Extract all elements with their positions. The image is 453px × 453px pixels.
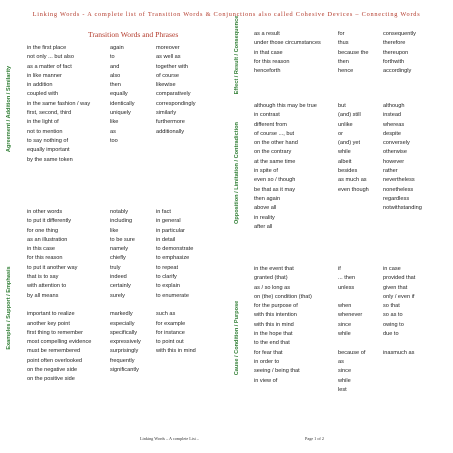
phrase-item: to point out [156, 339, 184, 346]
phrase-item: for one thing [27, 227, 59, 234]
phrase-item: therefore [383, 40, 406, 47]
phrase-item: whenever [338, 312, 363, 319]
examples-col-2 [110, 208, 141, 375]
phrase-item: with this in mind [254, 321, 294, 328]
phrase-item: by all means [27, 292, 59, 299]
phrase-item: on (the) condition (that) [254, 293, 312, 300]
phrase-item: even though [338, 186, 369, 193]
effect-col-1 [254, 30, 321, 76]
phrase-item: to enumerate [156, 292, 189, 299]
opposition-col-1 [254, 102, 317, 232]
phrase-item [27, 301, 91, 310]
agreement-col-1 [27, 44, 90, 165]
phrase-item: on the contrary [254, 149, 292, 156]
cause-col-1 [254, 265, 312, 386]
phrase-item: namely [110, 246, 129, 253]
phrase-item: together with [156, 63, 189, 70]
phrase-item: to emphasize [156, 255, 190, 262]
phrase-item: of course ..., but [254, 130, 295, 137]
phrase-item: but [338, 103, 346, 109]
phrase-item: although this may be true [254, 103, 317, 109]
examples-section [0, 208, 226, 408]
phrase-item: then again [254, 195, 281, 202]
phrase-item: frequently [110, 357, 135, 364]
phrase-item: as a result [254, 31, 280, 37]
phrase-item: however [383, 158, 405, 165]
phrase-item: like [110, 119, 119, 126]
phrase-item: important to realize [27, 311, 75, 318]
cause-section [226, 265, 453, 410]
phrase-item: in case [383, 266, 401, 272]
phrase-item: comparatively [156, 91, 191, 98]
phrase-item: as a matter of fact [27, 63, 72, 70]
phrase-item: for this reason [254, 58, 290, 65]
phrase-item: ... then [338, 275, 356, 282]
phrase-item: by the same token [27, 156, 73, 163]
phrase-item: in view of [254, 377, 278, 384]
phrase-item: since [338, 368, 352, 375]
phrase-item: seeing / being that [254, 368, 300, 375]
phrase-item: coupled with [27, 91, 59, 98]
phrase-item: as well as [156, 54, 181, 61]
phrase-item: as [110, 128, 116, 135]
phrase-item: lest [338, 386, 347, 393]
effect-col-3 [383, 30, 416, 76]
phrase-item: in the hope that [254, 331, 293, 338]
phrase-item: in the same fashion / way [27, 100, 91, 107]
phrase-item: so as to [383, 312, 403, 319]
phrase-item: with this intention [254, 312, 297, 319]
phrase-item: granted (that) [254, 275, 288, 282]
phrase-item: inasmuch as [383, 349, 415, 356]
phrase-item: with attention to [27, 283, 67, 290]
phrase-item [383, 339, 415, 348]
opposition-col-3 [383, 102, 422, 214]
phrase-item: surprisingly [110, 348, 139, 355]
phrase-item: (and) still [338, 112, 361, 119]
phrase-item: because of [338, 349, 366, 356]
phrase-item: in like manner [27, 72, 62, 79]
phrase-item [156, 301, 196, 310]
phrase-item: indeed [110, 274, 127, 281]
phrase-item: to explain [156, 283, 180, 290]
phrase-item: in reality [254, 214, 275, 221]
phrase-item: then [338, 58, 349, 65]
phrase-item: as much as [338, 177, 367, 184]
agreement-col-2 [110, 44, 135, 146]
effect-section [226, 15, 453, 95]
phrase-item: in addition [27, 82, 53, 89]
phrase-item: in particular [156, 227, 185, 234]
phrase-item: to [110, 54, 115, 61]
phrase-item: so that [383, 303, 400, 310]
phrase-item: to clarify [156, 274, 177, 281]
cause-col-2 [338, 265, 365, 395]
phrase-item: in the first place [27, 45, 67, 51]
phrase-item: must be remembered [27, 348, 81, 355]
opposition-section [226, 102, 453, 244]
phrase-item: of course [156, 72, 180, 79]
phrase-item: thus [338, 40, 349, 47]
examples-col-1 [27, 208, 91, 385]
phrase-item: like [110, 227, 119, 234]
phrase-item: markedly [110, 311, 133, 318]
phrase-item: in the event that [254, 266, 294, 272]
phrase-item: whereas [383, 121, 405, 128]
phrase-item: for instance [156, 329, 185, 336]
examples-col-3 [156, 208, 196, 357]
phrase-item: likewise [156, 82, 176, 89]
phrase-item: surely [110, 292, 125, 299]
phrase-item: only / even if [383, 293, 415, 300]
phrase-item: while [338, 149, 351, 156]
phrase-item: in that case [254, 49, 283, 56]
phrase-item: too [110, 137, 118, 144]
phrase-item: nevertheless [383, 177, 415, 184]
section-subtitle: Transition Words and Phrases [88, 30, 179, 39]
phrase-item: truly [110, 264, 121, 271]
phrase-item: especially [110, 320, 135, 327]
phrase-item: certainly [110, 283, 131, 290]
phrase-item: albeit [338, 158, 352, 165]
phrase-item: for fear that [254, 349, 283, 356]
phrase-item: in order to [254, 358, 280, 365]
phrase-item: in the light of [27, 119, 59, 126]
phrase-item: such as [156, 311, 176, 318]
phrase-item: expressively [110, 339, 141, 346]
phrase-item: for the purpose of [254, 303, 298, 310]
agreement-col-3 [156, 44, 196, 137]
phrase-item: given that [383, 284, 408, 291]
phrase-item: different from [254, 121, 287, 128]
phrase-item: otherwise [383, 149, 407, 156]
phrase-item: additionally [156, 128, 184, 135]
phrase-item: to put it differently [27, 218, 72, 225]
cause-col-3 [383, 265, 415, 358]
phrase-item: moreover [156, 45, 180, 51]
phrase-item: notwithstanding [383, 205, 422, 212]
phrase-item: for example [156, 320, 186, 327]
phrase-item: to the end that [254, 340, 290, 347]
phrase-item: despite [383, 130, 402, 137]
phrase-item: as / so long as [254, 284, 291, 291]
phrase-item: also [110, 72, 121, 79]
phrase-item: on the negative side [27, 367, 78, 374]
phrase-item: owing to [383, 321, 404, 328]
phrase-item: under those circumstances [254, 40, 321, 47]
phrase-item: another key point [27, 320, 70, 327]
phrase-item: equally important [27, 147, 70, 154]
phrase-item: equally [110, 91, 128, 98]
phrase-item: to repeat [156, 264, 179, 271]
phrase-item: significantly [110, 367, 139, 374]
footer-left: Linking Words – A complete List – [140, 436, 199, 441]
phrase-item: be that as it may [254, 186, 296, 193]
phrase-item: when [338, 303, 352, 310]
phrase-item: that is to say [27, 274, 59, 281]
phrase-item: correspondingly [156, 100, 196, 107]
phrase-item: in this case [27, 246, 55, 253]
phrase-item: to be sure [110, 236, 135, 243]
phrase-item: similarly [156, 110, 177, 117]
phrase-item: first thing to remember [27, 329, 83, 336]
phrase-item: for [338, 31, 345, 37]
phrase-item: forthwith [383, 58, 405, 65]
phrase-item: instead [383, 112, 402, 119]
phrase-item: with this in mind [156, 348, 196, 355]
opposition-side-label: Opposition / Limitation / Contradiction [234, 122, 240, 224]
phrase-item: if [338, 266, 341, 272]
examples-side-label: Examples / Support / Emphasis [6, 266, 12, 350]
phrase-item: (and) yet [338, 140, 361, 147]
phrase-item: regardless [383, 195, 410, 202]
phrase-item: although [383, 103, 405, 109]
phrase-item: even so / though [254, 177, 296, 184]
effect-col-2 [338, 30, 368, 76]
phrase-item: on the positive side [27, 376, 75, 383]
phrase-item: in contrast [254, 112, 280, 119]
phrase-item: then [110, 82, 121, 89]
document-header: Linking Words - A complete list of Transition Words & Conjunctions also called Cohesive Devices – Connecting Words [32, 11, 421, 18]
phrase-item: and [110, 63, 120, 70]
phrase-item: while [338, 331, 351, 338]
footer-page-number: Page 1 of 2 [305, 436, 324, 441]
phrase-item: first, second, third [27, 110, 72, 117]
phrase-item: above all [254, 205, 277, 212]
phrase-item: in general [156, 218, 181, 225]
phrase-item: notably [110, 209, 129, 215]
phrase-item: not only ... but also [27, 54, 74, 61]
phrase-item: or [338, 130, 343, 137]
phrase-item: because the [338, 49, 369, 56]
phrase-item: unlike [338, 121, 353, 128]
phrase-item: as an illustration [27, 236, 68, 243]
phrase-item: to put it another way [27, 264, 78, 271]
phrase-item: specifically [110, 329, 138, 336]
phrase-item: in other words [27, 209, 63, 215]
phrase-item: chiefly [110, 255, 126, 262]
phrase-item: rather [383, 168, 398, 175]
effect-side-label: Effect / Result / Consequence [234, 15, 240, 95]
phrase-item: besides [338, 168, 358, 175]
phrase-item: in detail [156, 236, 176, 243]
phrase-item: not to mention [27, 128, 63, 135]
phrase-item: uniquely [110, 110, 131, 117]
phrase-item: point often overlooked [27, 357, 83, 364]
phrase-item: in fact [156, 209, 171, 215]
phrase-item: provided that [383, 275, 416, 282]
phrase-item [338, 293, 365, 302]
phrase-item: consequently [383, 31, 416, 37]
cause-side-label: Cause / Condition / Purpose [234, 300, 240, 375]
phrase-item: henceforth [254, 68, 281, 75]
phrase-item: most compelling evidence [27, 339, 92, 346]
phrase-item: identically [110, 100, 135, 107]
phrase-item: thereupon [383, 49, 409, 56]
phrase-item: including [110, 218, 133, 225]
agreement-side-label: Agreement / Addition / Similarity [6, 65, 12, 153]
phrase-item: in spite of [254, 168, 278, 175]
phrase-item: again [110, 45, 124, 51]
phrase-item: accordingly [383, 68, 412, 75]
phrase-item: hence [338, 68, 354, 75]
agreement-section [0, 44, 226, 174]
phrase-item: to say nothing of [27, 137, 69, 144]
opposition-col-2 [338, 102, 369, 195]
phrase-item: at the same time [254, 158, 296, 165]
phrase-item: due to [383, 331, 399, 338]
phrase-item: furthermore [156, 119, 185, 126]
phrase-item: conversely [383, 140, 410, 147]
phrase-item [110, 301, 141, 310]
phrase-item: nonetheless [383, 186, 414, 193]
phrase-item: since [338, 321, 352, 328]
phrase-item: for this reason [27, 255, 63, 262]
phrase-item: to demonstrate [156, 246, 194, 253]
phrase-item: as [338, 358, 344, 365]
phrase-item [338, 339, 365, 348]
phrase-item: while [338, 377, 351, 384]
phrase-item: after all [254, 223, 273, 230]
phrase-item: on the other hand [254, 140, 298, 147]
phrase-item: unless [338, 284, 355, 291]
